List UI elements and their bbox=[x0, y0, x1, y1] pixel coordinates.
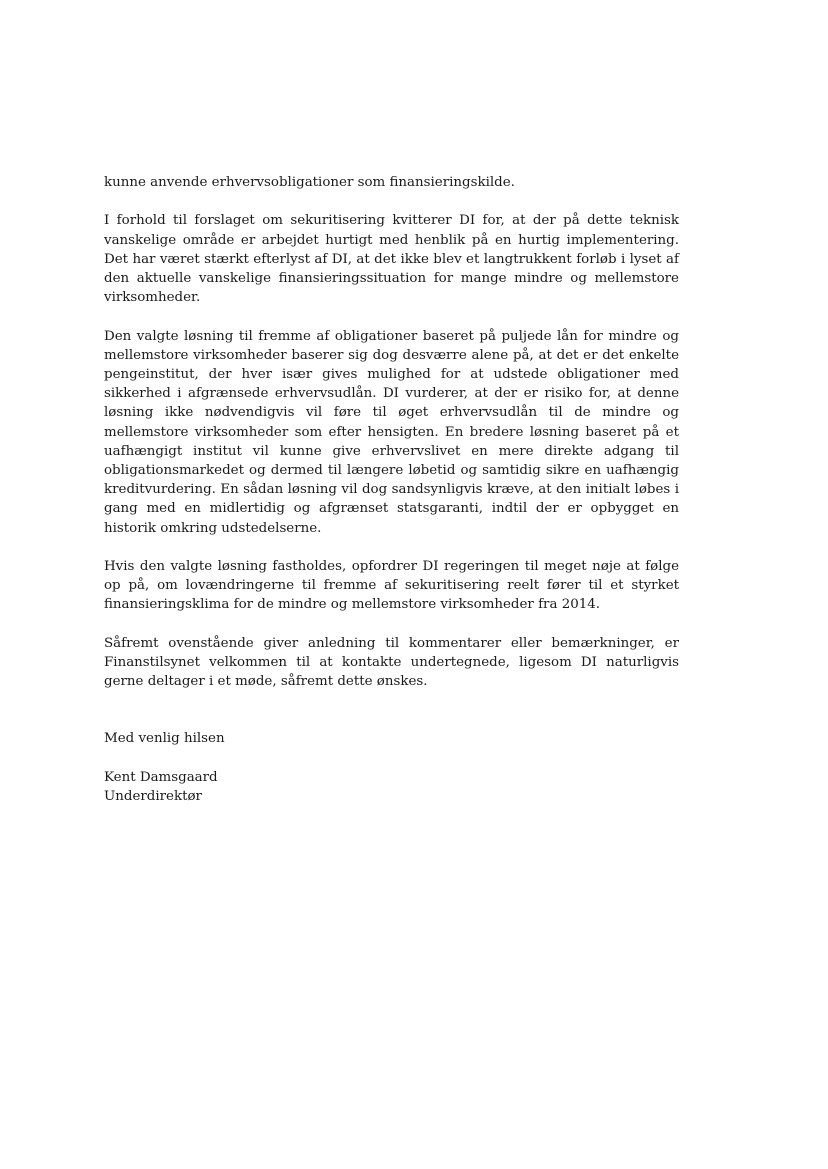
closing-block bbox=[104, 729, 679, 806]
signatory-name: Kent Damsgaard bbox=[104, 769, 218, 785]
closing-greeting: Med venlig hilsen bbox=[104, 731, 225, 747]
letter-body bbox=[104, 173, 679, 806]
paragraph-intro-continuation: kunne anvende erhvervsobligationer som finansieringskilde. bbox=[104, 175, 515, 190]
paragraph-securitization-response: I forhold til forslaget om sekuritisering kvitterer DI for, at der på dette teknisk vanskelige område er arbejdet hurtigt med henblik på en hurtig implementering. Det har været stærkt efterlyst af DI, at det ikke blev et langtrukkent forløb i lyset af den aktuelle vanskelige finansieringssituation for mange mindre og mellemstore virksomheder. bbox=[104, 213, 679, 306]
paragraph-chosen-solution: Den valgte løsning til fremme af obligationer baseret på puljede lån for mindre og mellemstore virksomheder baserer sig dog desværre alene på, at det er det enkelte pengeinstitut, der hver især gives mulighed for at udstede obligationer med sikkerhed i afgrænsede erhvervsudlån. DI vurderer, at der er risiko for, at denne løsning ikke nødvendigvis vil føre til øget erhvervsudlån til de mindre og mellemstore virksomheder som efter hensigten. En bredere løsning baseret på et uafhængigt institut vil kunne give erhvervslivet en mere direkte adgang til obligationsmarkedet og dermed til længere løbetid og samtidig sikre en uafhængig kreditvurdering. En sådan løsning vil dog sandsynligvis kræve, at den initialt løbes i gang med en midlertidig og afgrænset statsgaranti, indtil der er opbygget en historik omkring udstedelserne. bbox=[104, 328, 679, 536]
paragraph-contact: Såfremt ovenstående giver anledning til kommentarer eller bemærkninger, er Finanstilsynet velkommen til at kontakte undertegnede, ligesom DI naturligvis gerne deltager i et møde, såfremt dette ønskes. bbox=[104, 635, 679, 690]
signatory-title: Underdirektør bbox=[104, 789, 202, 805]
paragraph-follow-up: Hvis den valgte løsning fastholdes, opfordrer DI regeringen til meget nøje at følge op på, om lovændringerne til fremme af sekuritisering reelt fører til et styrket finansieringsklima for de mindre og mellemstore virksomheder fra 2014. bbox=[104, 559, 679, 613]
